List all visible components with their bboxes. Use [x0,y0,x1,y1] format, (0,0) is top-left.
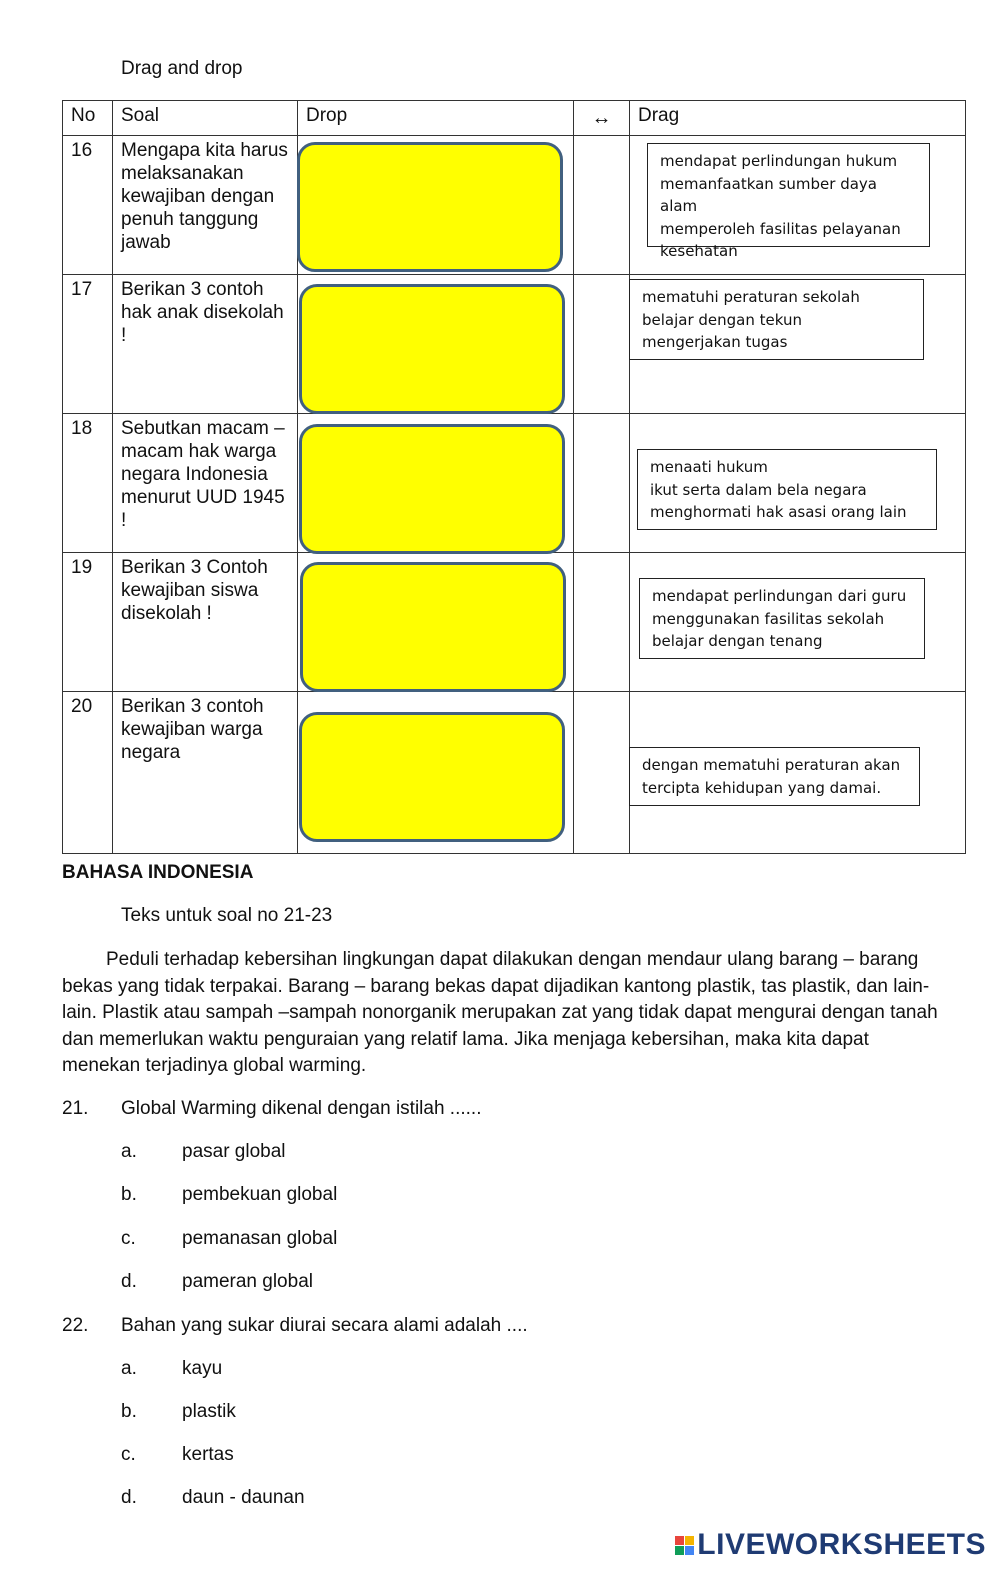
section-title: BAHASA INDONESIA [62,862,254,883]
option-text: kayu [182,1358,223,1379]
header-arrow [574,101,630,136]
question-number: 22. [62,1315,89,1336]
drop-zone-19[interactable] [300,562,566,692]
drag-item[interactable]: mendapat perlindungan dari guru menggunakan fasilitas sekolah belajar dengan tenang [639,578,925,659]
header-soal: Soal [113,101,298,136]
header-drop: Drop [298,101,574,136]
question-text: Berikan 3 contoh hak anak disekolah ! [121,279,284,346]
option-letter: a. [121,1141,137,1162]
option-letter: a. [121,1358,137,1379]
option-text: pameran global [182,1271,313,1292]
reading-paragraph: Peduli terhadap kebersihan lingkungan dapat dilakukan dengan mendaur ulang barang – barang bekas yang tidak terpakai. Barang – barang bekas dapat dijadikan kantong plastik, tas plastik, dan lain-lain. Plastik atau sampah –sampah nonorganik merupakan zat yang tidak dapat mengurai dengan tanah dan memerlukan waktu penguraian yang relatif lama. Jika menjaga kebersihan, maka kita dapat menekan terjadinya global warming. [62,949,938,1076]
option-text: kertas [182,1444,234,1465]
double-arrow-icon: ↔ [591,107,612,129]
question-number: 21. [62,1098,89,1119]
page-heading: Drag and drop [121,58,243,79]
option-letter: d. [121,1271,137,1292]
option-text: pembekuan global [182,1184,338,1205]
header-drag: Drag [630,101,966,136]
subtitle: Teks untuk soal no 21-23 [121,905,333,926]
logo-text: LIVEWORKSHEETS [697,1528,986,1561]
row-number: 20 [71,696,93,717]
question-text: Berikan 3 Contoh kewajiban siswa disekolah ! [121,557,268,624]
question-text: Berikan 3 contoh kewajiban warga negara [121,696,264,763]
drop-zone-18[interactable] [299,424,565,554]
option-text: plastik [182,1401,236,1422]
option-letter: c. [121,1228,136,1249]
option-text: daun - daunan [182,1487,305,1508]
drag-item[interactable]: dengan mematuhi peraturan akan tercipta kehidupan yang damai. [629,747,920,806]
question-text: Global Warming dikenal dengan istilah ...... [121,1098,482,1119]
question-text: Mengapa kita harus melaksanakan kewajiban dengan penuh tanggung jawab [121,140,288,253]
liveworksheets-logo [675,1528,986,1562]
option-letter: b. [121,1184,137,1205]
row-number: 19 [71,557,93,578]
question-text: Bahan yang sukar diurai secara alami adalah .... [121,1315,528,1336]
drop-zone-20[interactable] [299,712,565,842]
drag-item[interactable]: mematuhi peraturan sekolah belajar dengan tekun mengerjakan tugas [629,279,924,360]
option-text: pemanasan global [182,1228,338,1249]
option-text: pasar global [182,1141,286,1162]
header-no: No [63,101,113,136]
drag-item[interactable]: menaati hukum ikut serta dalam bela negara menghormati hak asasi orang lain [637,449,937,530]
logo-squares-icon [675,1536,694,1555]
option-letter: b. [121,1401,137,1422]
row-number: 17 [71,279,93,300]
drag-item[interactable]: mendapat perlindungan hukum memanfaatkan sumber daya alam memperoleh fasilitas pelayanan kesehatan [647,143,930,247]
row-number: 18 [71,418,93,439]
question-text: Sebutkan macam – macam hak warga negara Indonesia menurut UUD 1945 ! [121,418,285,531]
option-letter: c. [121,1444,136,1465]
row-number: 16 [71,140,93,161]
drop-zone-17[interactable] [299,284,565,414]
option-letter: d. [121,1487,137,1508]
drop-zone-16[interactable] [297,142,563,272]
